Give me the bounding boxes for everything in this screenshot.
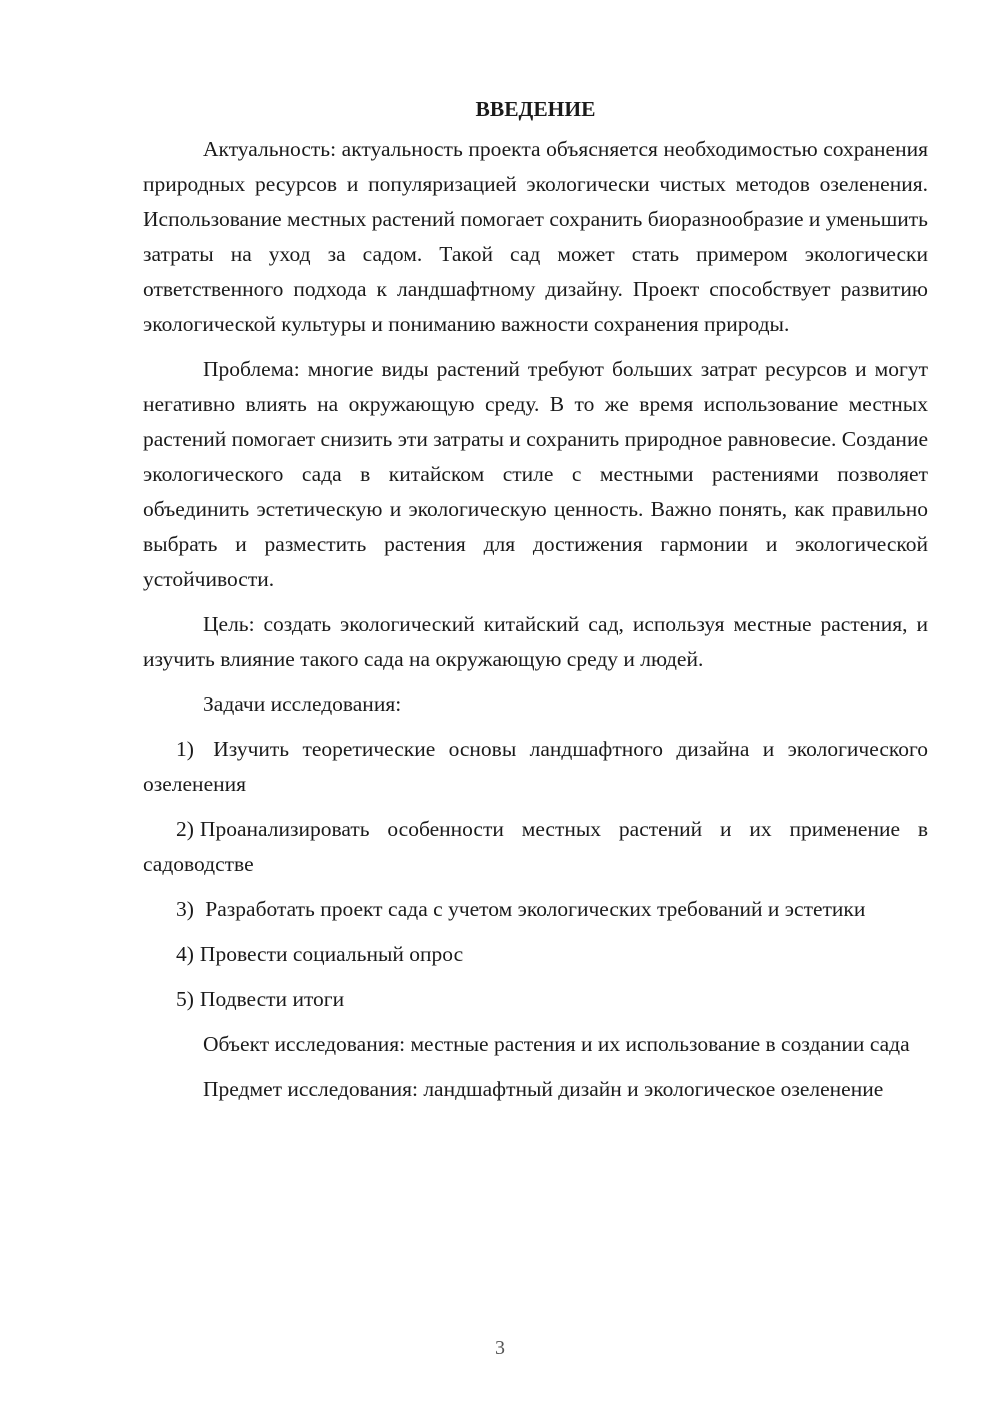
task-item-1	[143, 732, 928, 802]
relevance-paragraph: Актуальность: актуальность проекта объясняется необходимостью сохранения природных ресурсов и популяризацией экологически чистых методов озеленения. Использование местных растений помогает сохранить биоразнообразие и уменьшить затраты на уход за садом. Такой сад может стать примером экологически ответственного подхода к ландшафтному дизайну. Проект способствует развитию экологической культуры и пониманию важности сохранения природы.	[143, 137, 928, 336]
task-number: 2)	[176, 817, 194, 841]
task-number: 4)	[176, 942, 194, 966]
problem-paragraph: Проблема: многие виды растений требуют больших затрат ресурсов и могут негативно влиять на окружающую среду. В то же время использование местных растений помогает снизить эти затраты и сохранить природное равновесие. Создание экологического сада в китайском стиле с местными растениями позволяет объединить эстетическую и экологическую ценность. Важно понять, как правильно выбрать и разместить растения для достижения гармонии и экологической устойчивости.	[143, 357, 928, 591]
page-title: ВВЕДЕНИЕ	[475, 97, 596, 121]
task-item-2	[143, 812, 928, 882]
task-text: Провести социальный опрос	[199, 942, 464, 966]
task-text: Изучить теоретические основы ландшафтного дизайна и экологического озеленения	[143, 737, 928, 796]
tasks-heading: Задачи исследования:	[203, 692, 402, 716]
goal-paragraph: Цель: создать экологический китайский сад, используя местные растения, и изучить влияние такого сада на окружающую среду и людей.	[143, 612, 928, 671]
task-text: Подвести итоги	[199, 987, 345, 1011]
document-page	[143, 92, 928, 1117]
page-number: 3	[495, 1337, 505, 1359]
task-text: Разработать проект сада с учетом экологических требований и эстетики	[205, 897, 866, 921]
task-number: 3)	[176, 897, 194, 921]
task-number: 5)	[176, 987, 194, 1011]
task-item-4	[143, 937, 928, 972]
object-paragraph: Объект исследования: местные растения и их использование в создании сада	[203, 1032, 910, 1056]
subject-paragraph: Предмет исследования: ландшафтный дизайн и экологическое озеленение	[203, 1077, 884, 1101]
task-item-5	[143, 982, 928, 1017]
task-number: 1)	[176, 737, 194, 761]
task-item-3	[143, 892, 928, 927]
task-text: Проанализировать особенности местных растений и их применение в садоводстве	[143, 817, 928, 876]
